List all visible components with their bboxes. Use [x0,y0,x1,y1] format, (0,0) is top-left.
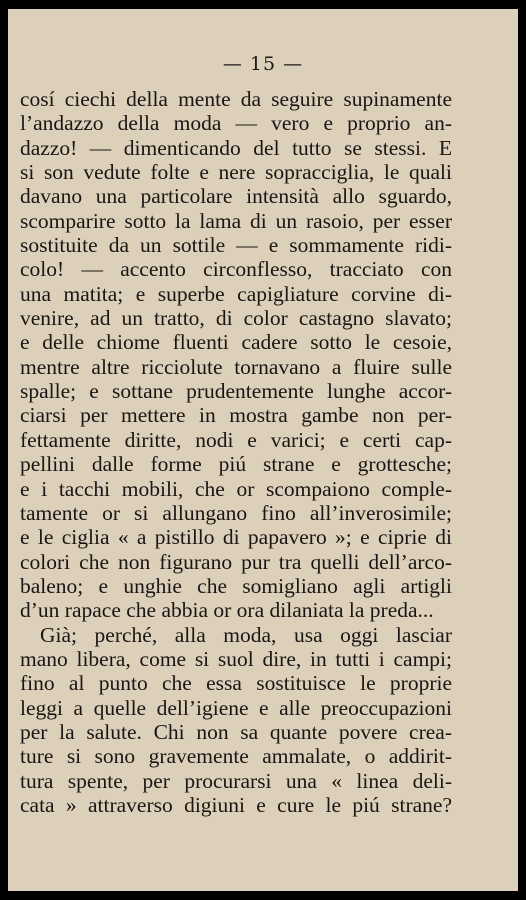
text-line: fino al punto che essa sostituisce le proprie [20,671,452,696]
text-line: tamente or si allungano fino all’inverosimile; [20,500,452,525]
text-line: venire, ad un tratto, di color castagno slavato; [20,306,452,331]
text-line: ture si sono gravemente ammalate, o addirit- [20,744,452,769]
text-line: sostituite da un sottile — e sommamente ridi- [20,233,452,258]
text-line: e le ciglia « a pistillo di papavero »; e ciprie di [20,525,452,550]
text-line: una matita; e superbe capigliature corvine di- [20,281,452,306]
text-line: cata » attraverso digiuni e cure le piú strane? [20,792,452,817]
text-line: dazzo! — dimenticando del tutto se stessi. E [20,135,452,160]
text-line: scomparire sotto la lama di un rasoio, per esser [20,208,452,233]
text-line: si son vedute folte e nere sopracciglia, le quali [20,160,452,185]
page-number: — 15 — [222,53,304,75]
text-line: per la salute. Chi non sa quante povere crea- [20,719,452,744]
text-line: cosí ciechi della mente da seguire supinamente [20,87,452,111]
text-line: e delle chiome fluenti cadere sotto le cesoie, [20,330,452,355]
book-page [8,9,518,891]
text-line: Già; perché, alla moda, usa oggi lasciar [40,622,452,647]
text-line: colo! — accento circonflesso, tracciato con [20,257,452,282]
body-text [20,87,452,817]
text-line: mano libera, come si suol dire, in tutti i campi; [20,646,452,671]
text-line: e i tacchi mobili, che or scompaiono comple- [20,476,452,501]
text-line: tura spente, per procurarsi una « linea deli- [20,768,452,793]
text-line: l’andazzo della moda — vero e proprio an- [20,111,452,136]
text-line: colori che non figurano pur tra quelli dell’arco- [20,549,452,574]
text-line: davano una particolare intensità allo sguardo, [20,184,452,209]
text-line: leggi a quelle dell’igiene e alle preoccupazioni [20,695,452,720]
text-line: d’un rapace che abbia or ora dilaniata la preda... [20,598,434,623]
text-line: pellini dalle forme piú strane e grottesche; [20,452,452,477]
text-line: fettamente diritte, nodi e varici; e certi cap- [20,427,452,452]
text-line: baleno; e unghie che somigliano agli artigli [20,573,452,598]
text-line: mentre altre ricciolute tornavano a fluire sulle [20,354,452,379]
text-line: spalle; e sottane prudentemente lunghe accor- [20,379,452,404]
text-line: ciarsi per mettere in mostra gambe non per- [20,403,452,428]
